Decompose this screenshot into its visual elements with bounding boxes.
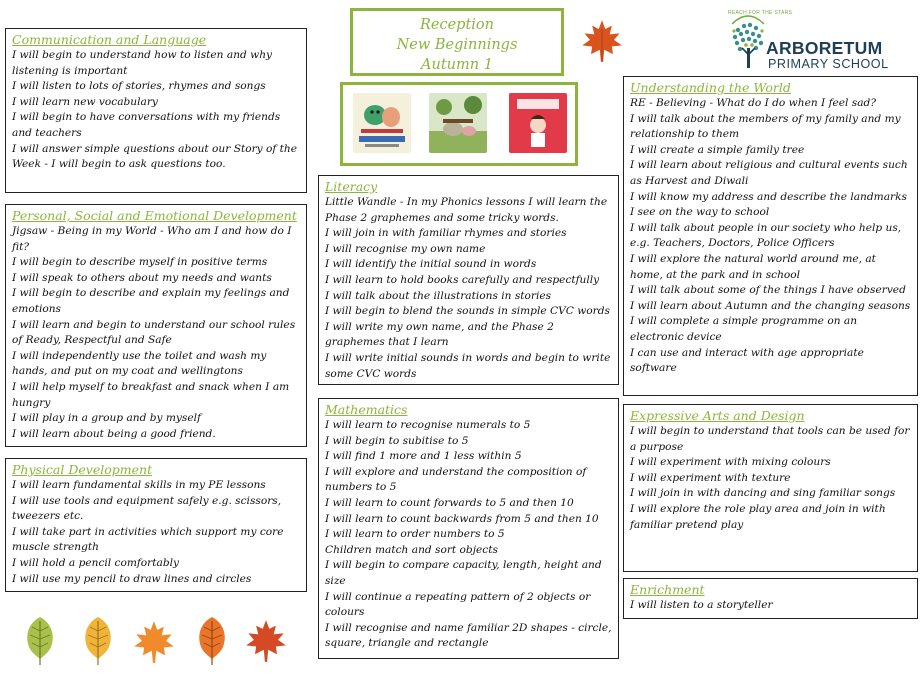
maple-leaf-icon (580, 18, 624, 64)
list-item: I will explore and understand the composition of numbers to 5 (325, 465, 587, 494)
school-name: ARBORETUM (766, 38, 883, 58)
mathematics-heading: Mathematics (325, 402, 408, 417)
title-line-2: New Beginnings (396, 37, 518, 53)
tree-logo-icon (726, 10, 770, 72)
list-item: I will answer simple questions about our Story of the Week - I will begin to ask questions too. (12, 142, 298, 171)
physical-heading: Physical Development (12, 462, 153, 477)
school-logo (726, 10, 916, 72)
list-item: I will begin to compare capacity, length, height and size (325, 559, 602, 587)
list-item: I will listen to a storyteller (630, 599, 773, 611)
list-item: I will learn to recognise numerals to 5 (325, 419, 531, 431)
page-title (350, 8, 564, 76)
literacy-box (318, 175, 619, 385)
book-cover-dragon (353, 93, 411, 153)
psed-heading: Personal, Social and Emotional Development (12, 208, 297, 223)
list-item: I will know my address and describe the landmarks I see on the way to school (630, 190, 907, 219)
list-item: I will learn fundamental skills in my PE lessons (12, 479, 266, 491)
list-item: I will begin to describe myself in positive terms (12, 256, 268, 269)
list-item: I can use and interact with age appropriate software (630, 346, 864, 375)
list-item: I will recognise and name familiar 2D shapes - circle, square, triangle and rectangle (325, 621, 612, 650)
school-tagline: REACH FOR THE STARS (728, 10, 793, 16)
list-item: I will experiment with texture (630, 471, 791, 484)
list-item: I will learn about religious and cultural events such as Harvest and Diwali (630, 159, 908, 187)
list-item: I will create a simple family tree (630, 143, 805, 156)
physical-development-box (5, 458, 307, 592)
expressive-arts-box (623, 404, 918, 572)
communication-heading: Communication and Language (12, 32, 207, 47)
list-item: Jigsaw - Being in my World - Who am I and how do I fit? (12, 225, 292, 253)
list-item: I will learn and begin to understand our school rules of Ready, Respectful and Safe (12, 318, 296, 347)
understanding-world-box (623, 76, 918, 396)
list-item: I will learn to count backwards from 5 and then 10 (325, 512, 599, 525)
enrichment-box (623, 578, 918, 619)
list-item: I will experiment with mixing colours (630, 456, 831, 469)
title-line-3: Autumn 1 (421, 57, 493, 73)
list-item: I will begin to have conversations with my friends and teachers (12, 111, 281, 139)
title-line-1: Reception (419, 17, 494, 33)
list-item: I will learn about being a good friend. (12, 427, 216, 440)
list-item: I will listen to lots of stories, rhymes and songs (12, 80, 266, 93)
list-item: I will use tools and equipment safely e.g. scissors, tweezers etc. (12, 494, 282, 523)
list-item: I will learn to hold books carefully and respectfully (325, 273, 600, 286)
list-item: I will use my pencil to draw lines and circles (12, 572, 252, 585)
list-item: I will talk about people in our society who help us, e.g. Teachers, Doctors, Police Officers (630, 221, 902, 250)
maple-leaf-icon (132, 618, 176, 666)
list-item: I will learn about Autumn and the changing seasons (630, 299, 911, 312)
enrichment-heading: Enrichment (630, 582, 705, 597)
list-item: I will recognise my own name (325, 242, 486, 255)
book-cover-gruff (429, 93, 487, 153)
list-item: I will talk about some of the things I have observed (630, 284, 906, 297)
list-item: I will begin to describe and explain my feelings and emotions (12, 287, 290, 315)
list-item: I will take part in activities which support my core muscle strength (12, 525, 284, 554)
list-item: I will write initial sounds in words and begin to write some CVC words (325, 351, 611, 380)
list-item: I will learn to order numbers to 5 (325, 528, 505, 541)
list-item: I will explore the natural world around me, at home, at the park and in school (630, 252, 876, 281)
list-item: I will join in with familiar rhymes and stories (325, 227, 567, 240)
list-item: I will begin to understand how to listen and why listening is important (12, 49, 273, 77)
list-item: I will hold a pencil comfortably (12, 556, 179, 569)
psed-box (5, 204, 307, 447)
list-item: I will join in with dancing and sing familiar songs (630, 487, 896, 500)
list-item: RE - Believing - What do I do when I feel sad? (630, 97, 877, 109)
list-item: I will learn new vocabulary (12, 95, 158, 108)
expressive-heading: Expressive Arts and Design (630, 408, 805, 423)
list-item: I will explore the role play area and join in with familiar pretend play (630, 502, 886, 531)
list-item: I will talk about the members of my family and my relationship to them (630, 112, 901, 141)
list-item: Little Wandle - In my Phonics lessons I will learn the Phase 2 graphemes and some tricky words. (325, 196, 608, 224)
maple-leaf-icon (244, 616, 288, 666)
list-item: I will complete a simple programme on an electronic device (630, 315, 858, 343)
list-item: I will begin to blend the sounds in simple CVC words (325, 305, 610, 318)
list-item: I will begin to subitise to 5 (325, 434, 469, 447)
list-item: I will talk about the illustrations in stories (325, 289, 552, 302)
list-item: I will write my own name, and the Phase 2 graphemes that I learn (325, 320, 554, 349)
leaf-icon (78, 615, 118, 667)
understanding-heading: Understanding the World (630, 80, 791, 95)
leaf-icon (20, 615, 60, 667)
list-item: I will speak to others about my needs and wants (12, 271, 272, 284)
list-item: I will help myself to breakfast and snack when I am hungry (12, 380, 290, 409)
list-item: I will independently use the toilet and wash my hands, and put on my coat and wellingtons (12, 349, 267, 378)
list-item: I will play in a group and by myself (12, 412, 201, 425)
list-item: I will identify the initial sound in words (325, 258, 537, 271)
list-item: I will find 1 more and 1 less within 5 (325, 450, 522, 463)
communication-language-box (5, 28, 307, 193)
list-item: Children match and sort objects (325, 543, 498, 556)
literacy-heading: Literacy (325, 179, 378, 194)
story-books (340, 82, 578, 166)
school-subtitle: PRIMARY SCHOOL (768, 57, 889, 71)
mathematics-box (318, 398, 619, 659)
leaf-icon (192, 615, 232, 667)
list-item: I will continue a repeating pattern of 2 objects or colours (325, 590, 591, 619)
list-item: I will learn to count forwards to 5 and then 10 (325, 496, 574, 509)
list-item: I will begin to understand that tools can be used for a purpose (630, 425, 910, 453)
book-cover-norman (509, 93, 567, 153)
